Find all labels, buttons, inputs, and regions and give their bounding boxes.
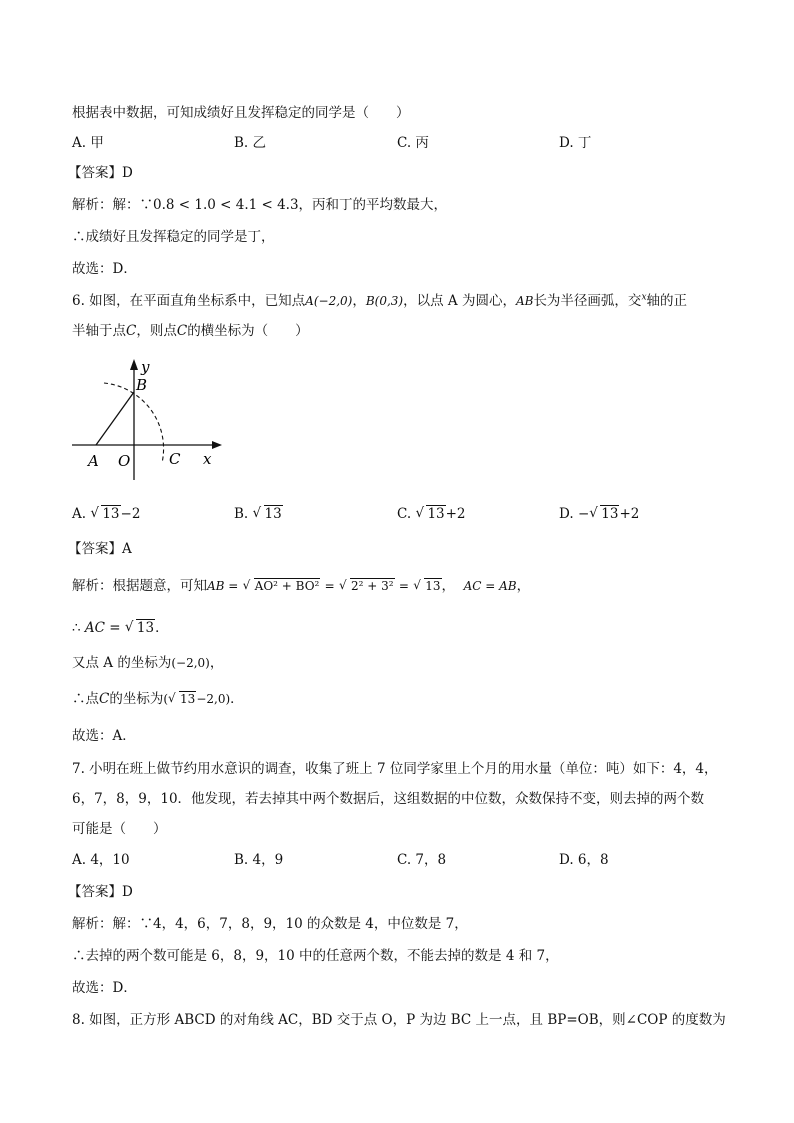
q5-analysis-3: 故选：D． (72, 261, 137, 277)
q5-option-c: C. 丙 (397, 135, 429, 151)
q7-option-c: C. 7，8 (397, 852, 447, 868)
q6-option-a: A. √ 13−2 (72, 505, 140, 523)
q6-analysis-2: ∴ AC = √ 13． (72, 619, 169, 637)
label-x: x (203, 450, 212, 468)
q6-stem-line-1: 6. 如图，在平面直角坐标系中，已知点A(−2,0)，B(0,3)，以点 A 为圆心，AB长为半径画弧，交$^x$轴的正 (72, 292, 688, 309)
q7-analysis-1: 解析：解：∵4，4，6，7，8，9，10 的众数是 4，中位数是 7， (72, 916, 468, 932)
q7-stem-line-2: 6，7，8，9，10．他发现，若去掉其中两个数据后，这组数据的中位数，众数保持不变，则去掉的两个数 (72, 791, 705, 807)
q7-option-d: D. 6，8 (559, 852, 609, 868)
q7-stem-line-3: 可能是（ ） (72, 821, 167, 837)
label-b: B (136, 376, 148, 394)
label-y: y (141, 358, 150, 376)
q6-analysis-3: 又点 A 的坐标为(−2,0)， (72, 655, 224, 671)
q6-answer: 【答案】A (68, 541, 132, 557)
q5-analysis-1: 解析：解：∵0.8 < 1.0 < 4.1 < 4.3，丙和丁的平均数最大， (72, 197, 448, 213)
q5-options (72, 134, 722, 152)
q6-option-d: D. −√ 13+2 (559, 505, 639, 523)
q7-option-a: A. 4，10 (72, 852, 130, 868)
label-c: C (169, 450, 181, 468)
q5-analysis-2: ∴成绩好且发挥稳定的同学是丁， (72, 229, 275, 245)
q7-stem-line-1: 7. 小明在班上做节约用水意识的调查，收集了班上 7 位同学家里上个月的用水量（单位：吨）如下：4，4， (72, 761, 718, 777)
point-b-coord: B(0,3) (365, 294, 404, 308)
q6-coordinate-figure (66, 352, 226, 482)
q6-option-b: B. √ 13 (234, 505, 283, 523)
q6-option-c: C. √ 13+2 (397, 505, 466, 523)
y-axis-arrow (130, 359, 138, 370)
q7-answer: 【答案】D (68, 884, 133, 900)
q5-answer: 【答案】D (68, 165, 133, 181)
segment-ab (96, 392, 134, 445)
q6-analysis-5: 故选：A． (72, 728, 136, 744)
q7-option-b: B. 4，9 (234, 852, 284, 868)
q6-analysis-4: ∴点C的坐标为(√ 13−2,0)． (72, 690, 244, 708)
q5-option-a: A. 甲 (72, 135, 104, 151)
q7-analysis-3: 故选：D． (72, 980, 137, 996)
q8-stem-line-1: 8. 如图，正方形 ABCD 的对角线 AC，BD 交于点 O，P 为边 BC 上一点，且 BP=OB，则∠COP 的度数为 (72, 1012, 726, 1028)
point-a-coord: A(−2,0) (305, 294, 353, 308)
q7-analysis-2: ∴去掉的两个数可能是 6，8，9，10 中的任意两个数，不能去掉的数是 4 和 7， (72, 948, 559, 964)
label-a: A (88, 452, 99, 470)
x-axis-arrow (212, 441, 222, 449)
q5-option-d: D. 丁 (559, 135, 592, 151)
q5-stem: 根据表中数据，可知成绩好且发挥稳定的同学是（ ） (72, 105, 410, 121)
q5-option-b: B. 乙 (234, 135, 267, 151)
q7-options (72, 851, 722, 869)
label-o: O (118, 452, 131, 470)
q6-analysis-1: 解析：根据题意，可知AB = √ AO² + BO² = √ 2² + 3² = √ 13， AC = AB， (72, 577, 530, 595)
q6-options (72, 505, 722, 523)
q6-stem-line-2: 半轴于点C，则点C的横坐标为（ ） (72, 323, 309, 339)
